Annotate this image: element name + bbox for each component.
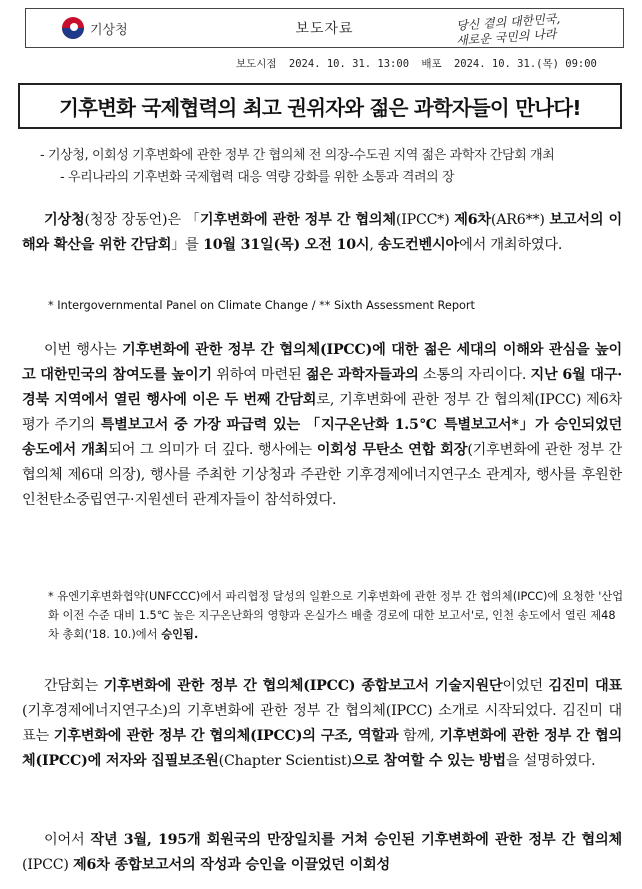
distribution-value: 2024. 10. 31.(목) 09:00 [453, 58, 597, 70]
doc-type-label: 보도자료 [295, 21, 354, 37]
press-header [25, 8, 624, 48]
release-time-value: 2024. 10. 31. 13:00 [288, 58, 410, 70]
headline: 기후변화 국제협력의 최고 권위자와 젊은 과학자들이 만나다! [59, 96, 581, 120]
subtitle-2: - 우리나라의 기후변화 국제협력 대응 역량 강화를 위한 소통과 격려의 장 [60, 170, 455, 185]
footnote-1: * Intergovernmental Panel on Climate Change / ** Sixth Assessment Report [48, 299, 475, 312]
government-slogan [438, 9, 623, 47]
distribution-label: 배포 [421, 58, 442, 70]
agency-logo [26, 9, 211, 47]
release-time-label: 보도시점 [236, 58, 277, 70]
paragraph-3: 간담회는 기후변화에 관한 정부 간 협의체(IPCC) 종합보고서 기술지원단이었던 김진미 대표(기후경제에너지연구소)의 기후변화에 관한 정부 간 협의체(IPCC) 소개로 시작되었다. 김진미 대표는 기후변화에 관한 정부 간 협의체(IPCC)의 구조, 역할과 함께, 기후변화에 관한 정부 간 협의체(IPCC)에 저자와 집필보조원(Chapter Scientist)으로 참여할 수 있는 방법을 설명하였다. [22, 678, 623, 769]
headline-box [18, 83, 622, 129]
agency-name: 기상청 [90, 22, 128, 38]
paragraph-1: 기상청(청장 장동언)은 「기후변화에 관한 정부 간 협의체(IPCC*) 제6차(AR6**) 보고서의 이해와 확산을 위한 간담회」를 10월 31일(목) 오전 10시, 송도컨벤시아에서 개최하였다. [22, 212, 623, 253]
paragraph-2: 이번 행사는 기후변화에 관한 정부 간 협의체(IPCC)에 대한 젊은 세대의 이해와 관심을 높이고 대한민국의 참여도를 높이기 위하여 마련된 젊은 과학자들과의 소통의 자리이다. 지난 6월 대구·경북 지역에서 열린 행사에 이은 두 번째 간담회로, 기후변화에 관한 정부 간 협의체(IPCC) 제6차 평가 주기의 특별보고서 중 가장 파급력 있는 「지구온난화 1.5℃ 특별보고서*」가 승인되었던 송도에서 개최되어 그 의미가 더 깊다. 행사에는 이회성 무탄소 연합 회장(기후변화에 관한 정부 간 협의체 제6대 의장), 행사를 주최한 기상청과 주관한 기후경제에너지연구소 관계자, 행사를 후원한 인천탄소중립연구·지원센터 관계자들이 참석하였다. [22, 342, 623, 508]
slogan-line-2: 새로운 국민의 나라 [455, 26, 557, 48]
subtitle-1: - 기상청, 이회성 기후변화에 관한 정부 간 협의체 전 의장-수도권 지역 젊은 과학자 간담회 개최 [40, 148, 555, 163]
paragraph-4: 이어서 작년 3월, 195개 회원국의 만장일치를 거쳐 승인된 기후변화에 관한 정부 간 협의체(IPCC) 제6차 종합보고서의 작성과 승인을 이끌었던 이회성 [22, 832, 622, 873]
slogan-line-1: 당신 곁의 대한민국, [455, 11, 561, 33]
kma-emblem-icon [62, 17, 84, 39]
release-timeline [236, 56, 603, 71]
footnote-2: * 유엔기후변화협약(UNFCCC)에서 파리협정 달성의 일환으로 기후변화에 관한 정부 간 협의체(IPCC)에 요청한 '산업화 이전 수준 대비 1.5℃ 높은 지구온난화의 영향과 온실가스 배출 경로에 대한 보고서'로, 인천 송도에서 열린 제48차 총회('18. 10.)에서 승인됨. [48, 590, 624, 641]
